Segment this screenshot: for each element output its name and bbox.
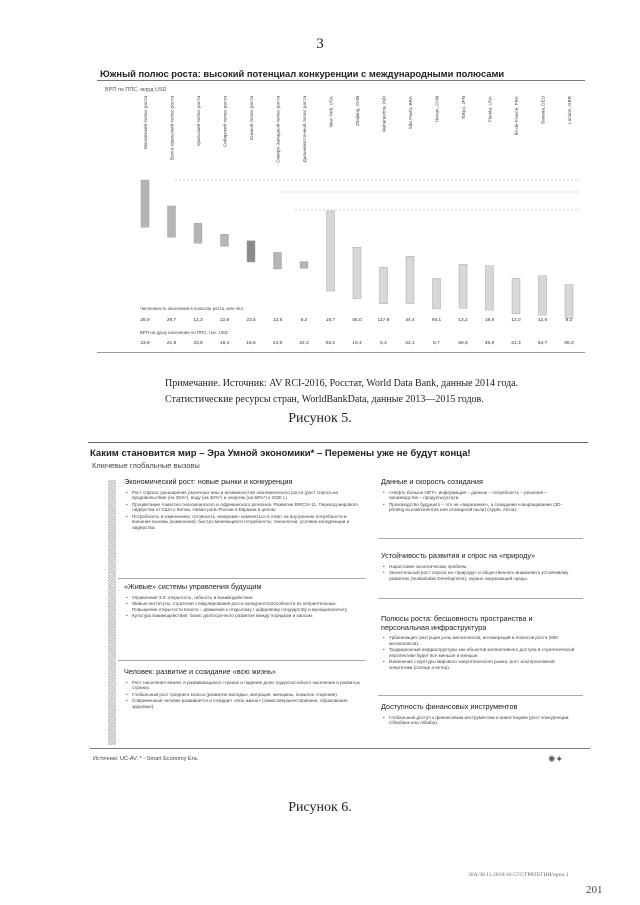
bar xyxy=(539,276,547,315)
bar xyxy=(565,285,573,319)
bar xyxy=(274,252,282,269)
row-value: 22,3 xyxy=(299,341,309,346)
panel-financial-access xyxy=(381,703,577,727)
row-value: 18,6 xyxy=(246,341,256,346)
row-value: 12,3 xyxy=(193,318,203,323)
figure5-bottom-rule xyxy=(97,352,585,353)
bullet-item: • Нарастание экологических проблем. xyxy=(389,564,577,570)
page-number: 3 xyxy=(316,36,324,52)
bar xyxy=(168,206,176,237)
category-label: Florida, USA xyxy=(487,96,493,123)
figure5-note: Примечание. Источник: AV RCI-2016, Росстат, World Data Bank, данные 2014 года. Статистические ресурсы стран, WorldBankData, данные 2013—2015 годов. xyxy=(165,378,519,405)
row-value: 33,9 xyxy=(140,341,150,346)
figure6-top-rule xyxy=(88,442,588,443)
row-value: 68,9 xyxy=(458,341,468,346)
category-label: Île-de-France, FRA xyxy=(514,96,519,136)
bullet-item: • Глобальный рост среднего класса (развитие молодых, миграция, женщины, пожилое старение). xyxy=(132,692,362,698)
row1-label: Численность населения в полюсах роста, млн чел. xyxy=(140,306,245,311)
row-value: 94,1 xyxy=(431,318,442,323)
row-value: 23,6 xyxy=(246,318,256,323)
bullet-list xyxy=(381,490,577,514)
figure6-subtitle: Ключевые глобальные вызовы xyxy=(92,461,200,470)
row-value: 21,8 xyxy=(166,341,177,346)
bullet-item: • Рост спроса: расширение рыночных ниш и возможностей экономического роста (рост спроса на продовольствие (на 35%*), воду (на 40%*) и энергию (на 50%*) к 2030 г.) xyxy=(132,490,362,502)
category-label: Северо-Западный полюс роста xyxy=(275,96,281,163)
bullet-item: • Культура взаимодействия: базис долгосрочного развития между порядком и хаосом. xyxy=(132,613,362,619)
bar xyxy=(512,278,520,313)
category-label: Bavaria, DEU xyxy=(540,96,546,124)
panel-economic-growth xyxy=(124,478,362,532)
bullet-item: • Процветание Азиатско-тихоокеанского и Африканского регионов. Развитие BRICS+11. Переход мирового лидерства от США к Китаю. Новая роль России и Евразии в целом. xyxy=(132,502,362,514)
row-value: 13,2 xyxy=(458,318,468,323)
panel-title: Человек: развитие и созидание «всю жизнь» xyxy=(124,667,276,676)
bar xyxy=(406,256,414,303)
figure6-title: Каким становится мир – Эра Умной экономики* – Перемены уже не будут конца! xyxy=(90,448,471,459)
bar xyxy=(459,264,467,308)
row-value: 46,9 xyxy=(484,341,495,346)
row-value: 85,3 xyxy=(564,341,574,346)
bullet-item: • Значительный рост спроса на «природу» и общественного внимания к устойчивому развитию (Sustainable Development), охране окружающей среды. xyxy=(389,570,577,582)
bullet-item: • Производство будущего – это не «вырезание», а созидание и выращивание (3D-printing из компонентов или атомарной пыли) (Apple, Alcoa). xyxy=(389,502,577,514)
panel-title: Доступность финансовых инструментов xyxy=(381,702,518,711)
figure6-source: Источник: UC-AV. * - Smart Economy Era. xyxy=(93,756,199,762)
row-value: 33,9 xyxy=(193,341,203,346)
figure6-bottom-rule xyxy=(90,748,590,749)
row-value: 44,4 xyxy=(405,318,415,323)
figure5-subtitle: ВРП по ППС, млрд USD xyxy=(105,87,167,93)
row-value: 12,6 xyxy=(537,318,548,323)
category-label: Дальневосточный полюс роста xyxy=(302,96,307,163)
bullet-list xyxy=(381,635,577,671)
row-value: 13,8 xyxy=(272,318,283,323)
figure5-chart xyxy=(95,92,585,352)
bullet-item: • Управление 3.0: открытость, гибкость и взаимодействие. xyxy=(132,595,362,601)
bar xyxy=(433,279,441,309)
row-value: 12,0 xyxy=(511,318,521,323)
logo-icon: ✺✦ xyxy=(548,754,564,764)
category-label: Уральский полюс роста xyxy=(196,96,201,147)
bullet-list xyxy=(381,564,577,582)
row-value: 117,9 xyxy=(377,318,390,323)
panel-growth-poles xyxy=(381,615,577,671)
panel-title: Полюсы роста: бесшовность пространства и персональная инфраструктура xyxy=(381,614,533,632)
bullet-item: • Традиционный инфраструктуры как объектов коллективного доступа в стратегической перспективе будет все меньше и меньше. xyxy=(389,647,577,659)
panel-title: Данные и скорость созидания xyxy=(381,477,483,486)
bullet-list xyxy=(124,490,362,532)
row-value: 19,7 xyxy=(325,318,336,323)
category-label: Сибирский полюс роста xyxy=(222,96,228,148)
bar xyxy=(194,223,202,243)
row-value: 29,7 xyxy=(166,318,177,323)
bar xyxy=(141,180,149,227)
row-value: 28,9 xyxy=(140,318,150,323)
figure5-caption: Рисунок 5. xyxy=(288,411,352,426)
bar xyxy=(247,241,255,262)
category-label: New York, USA xyxy=(328,96,334,128)
bullet-item: • Потребность в изменениях: готовность «вовремя» изменяться в ответ на внутренние потребности и внешние вызовы (изменения): быстро меняющиеся потребности, технологии, условия конкуренции и лидерства. xyxy=(132,514,362,531)
panel-human-development xyxy=(124,668,362,710)
row-value: 61,3 xyxy=(511,341,521,346)
category-label: Maharashtra, IND xyxy=(381,96,387,133)
panel-data-speed xyxy=(381,478,577,514)
row-value: 19,4 xyxy=(219,341,230,346)
bar xyxy=(300,262,308,269)
bar xyxy=(353,247,361,298)
category-label: London, GBR xyxy=(567,96,572,124)
category-label: Волго-Уральский полюс роста xyxy=(169,96,175,161)
row-value: 84,2 xyxy=(325,341,336,346)
bar xyxy=(380,267,388,303)
category-label: Tokyo, JPN xyxy=(461,96,466,120)
row-value: 12,8 xyxy=(219,318,230,323)
panel-title: Экономический рост: новые рынки и конкуренция xyxy=(124,477,293,486)
category-label: Zhejiang, CHN xyxy=(355,96,360,127)
panel-living-governance xyxy=(124,583,362,619)
bullet-item: • Современный человек развивается и созидает «всю жизнь» (самосовершенствование, образование, здоровье). xyxy=(132,698,362,710)
panel-divider xyxy=(118,578,366,579)
row-value: 55,0 xyxy=(352,318,362,323)
figure5-top-rule xyxy=(97,80,585,81)
bullet-item: • «Нефть больше НЕТ»: информация – данные – потребность – решения – производство – продукты/услуги. xyxy=(389,490,577,502)
category-label: São Paulo, BRA xyxy=(408,96,413,130)
bullet-item: • Глобальный доступ к финансовым инструментам и инвестициям (рост конкуренции: Сбербанк или Alibaba). xyxy=(389,715,577,727)
folio-number: 201 xyxy=(586,884,603,896)
row-value: 6,7 xyxy=(433,341,440,346)
figure6-caption: Рисунок 6. xyxy=(288,800,352,815)
footer-stamp: 30А/30.11.2018/16-57/СТРАТЕГИЯ/прил.1 xyxy=(468,872,569,878)
row-value: 64,7 xyxy=(537,341,548,346)
bar xyxy=(486,266,494,310)
bullet-list xyxy=(381,715,577,727)
panel-sustainability xyxy=(381,552,577,582)
row2-label: ВРП на душу населения по ППС, тыс. USD xyxy=(140,330,228,335)
row-value: 24,8 xyxy=(272,341,283,346)
bullet-list xyxy=(124,680,362,710)
row-value: 22,1 xyxy=(405,341,415,346)
panel-title: «Живые» системы управления будущим xyxy=(124,582,262,591)
category-label: Московский полюс роста xyxy=(143,96,148,150)
category-label: Южный полюс роста xyxy=(249,96,254,141)
panel-title: Устойчивость развития и спрос на «природу» xyxy=(381,551,536,560)
panel-divider xyxy=(378,695,583,696)
bar xyxy=(327,211,335,291)
panel-divider xyxy=(118,660,366,661)
bullet-item: • Изменение структуры мирового энергетического рынка, рост альтернативной энергетики (солнце и ветер). xyxy=(389,659,577,671)
left-decor-stripe xyxy=(108,480,116,745)
category-label: Henan, CHN xyxy=(434,96,440,123)
bullet-item: • Живые институты: стратегии стимулирования роста конкурентоспособности из неприятельных. Повышение открытости власти – движение к открытому / цифровому государству и муниципалитету. xyxy=(132,601,362,613)
row-value: 6,2 xyxy=(300,318,308,323)
row-value: 8,2 xyxy=(565,318,573,323)
figure5-title: Южный полюс роста: высокий потенциал конкуренции с международными полюсами xyxy=(100,68,505,79)
bar xyxy=(221,234,229,246)
panel-divider xyxy=(378,538,583,539)
bullet-item: • Рост населения Земли: в развивающихся странах и падение доли трудоспособного населения в развитых странах. xyxy=(132,680,362,692)
row-value: 19,4 xyxy=(352,341,362,346)
row-value: 6,4 xyxy=(380,341,387,346)
panel-divider xyxy=(378,598,583,599)
bullet-item: • Урбанизация: растущая роль мегаполисов, агломераций и полюсов роста (600 мегаполисов). xyxy=(389,635,577,647)
bullet-list xyxy=(124,595,362,619)
row-value: 19,6 xyxy=(484,318,495,323)
